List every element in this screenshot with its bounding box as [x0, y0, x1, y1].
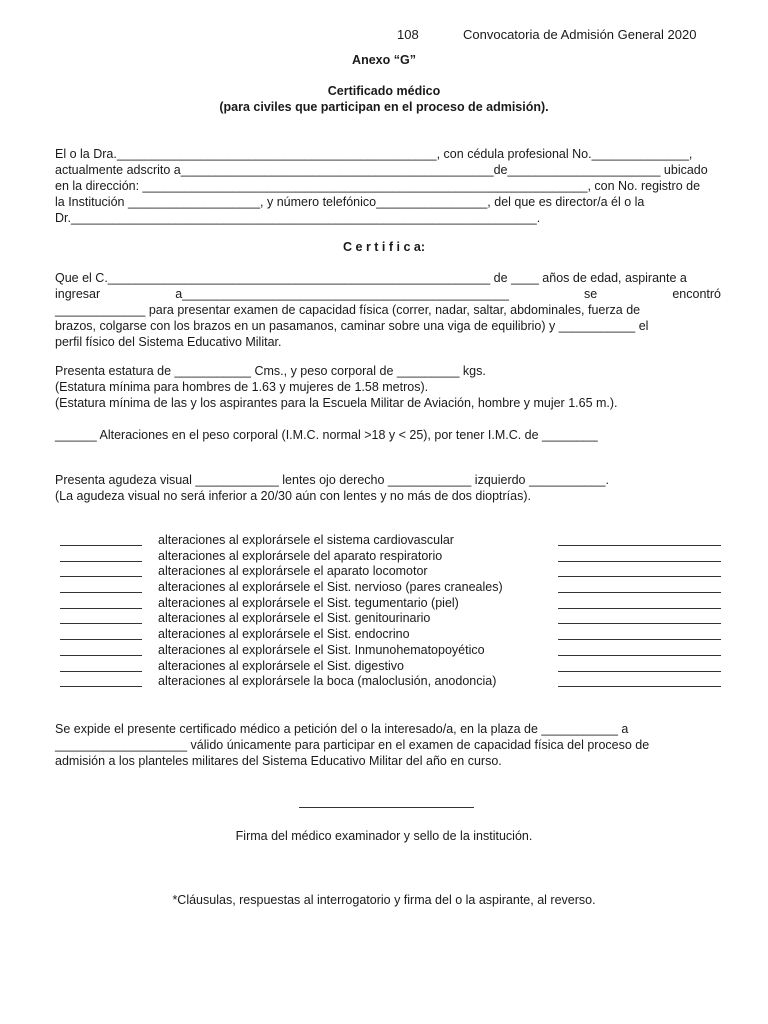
- blank-line: [558, 639, 721, 640]
- intro-line: Dr.___________________________________________________________________.: [55, 211, 541, 225]
- certificate-title: Certificado médico: [327, 84, 441, 98]
- vision-section: [55, 472, 721, 504]
- bmi-line: ______ Alteraciones en el peso corporal (I.M.C. normal >18 y < 25), por tener I.M.C. de ________: [55, 428, 598, 442]
- exam-row-label: alteraciones al explorársele el aparato locomotor: [158, 564, 428, 579]
- blank-line: [60, 608, 142, 609]
- blank-line: [558, 545, 721, 546]
- blank-line: [558, 623, 721, 624]
- blank-line: [558, 671, 721, 672]
- header-title: Convocatoria de Admisión General 2020: [463, 27, 697, 42]
- issuance-line: admisión a los planteles militares del Sistema Educativo Militar del año en curso.: [55, 754, 502, 768]
- blank-line: [558, 608, 721, 609]
- signature-line: [299, 807, 474, 808]
- page-number: 108: [397, 27, 419, 42]
- signature-label: Firma del médico examinador y sello de la institución.: [235, 829, 533, 843]
- exam-row-label: alteraciones al explorársele el Sist. tegumentario (piel): [158, 595, 459, 610]
- blank-line: [60, 639, 142, 640]
- blank-line: [60, 686, 142, 687]
- exam-row: [60, 580, 722, 596]
- certificate-subtitle: (para civiles que participan en el proceso de admisión).: [219, 100, 549, 114]
- exam-rows: [60, 533, 722, 690]
- exam-row-label: alteraciones al explorársele el Sist. Inmunohematopoyético: [158, 642, 485, 657]
- blank-line: [60, 545, 142, 546]
- issuance-line: ___________________ válido únicamente para participar en el examen de capacidad física del proceso de: [55, 738, 650, 752]
- certifica-heading: C e r t i f i c a:: [343, 240, 425, 254]
- exam-row-label: alteraciones al explorársele la boca (maloclusión, anodoncia): [158, 674, 497, 689]
- exam-row-label: alteraciones al explorársele el sistema cardiovascular: [158, 533, 454, 547]
- intro-line: El o la Dra.______________________________________________, con cédula profesional No.______________,: [55, 147, 693, 161]
- exam-row: [60, 611, 722, 627]
- exam-row-label: alteraciones al explorársele el Sist. genitourinario: [158, 611, 431, 626]
- blank-line: [60, 561, 142, 562]
- intro-paragraph: [55, 146, 721, 226]
- issuance-line: Se expide el presente certificado médico a petición del o la interesado/a, en la plaza de ___________ a: [55, 722, 629, 736]
- aspirant-line: Que el C._______________________________________________________ de ____ años de edad, aspirante a: [55, 271, 687, 285]
- exam-row: [60, 533, 722, 549]
- intro-line: la Institución ___________________, y número telefónico________________, del que es director/a él o la: [55, 195, 645, 209]
- aspirant-line: _____________ para presentar examen de capacidad física (correr, nadar, saltar, abdominales, fuerza de: [55, 303, 641, 317]
- height-note: (Estatura mínima para hombres de 1.63 y mujeres de 1.58 metros).: [55, 380, 429, 394]
- intro-line: en la dirección: ________________________________________________________________, con No. registro de: [55, 179, 701, 193]
- vision-note: (La agudeza visual no será inferior a 20/30 aún con lentes y no más de dos dioptrías).: [55, 489, 531, 503]
- exam-row-label: alteraciones al explorársele el Sist. nervioso (pares craneales): [158, 580, 503, 595]
- exam-row: [60, 627, 722, 643]
- exam-row: [60, 564, 722, 580]
- blank-line: [60, 671, 142, 672]
- exam-row-label: alteraciones al explorársele del aparato respiratorio: [158, 548, 443, 563]
- blank-line: [60, 592, 142, 593]
- exam-row: [60, 549, 722, 565]
- blank-line: [558, 561, 721, 562]
- height-weight-line: Presenta estatura de ___________ Cms., y peso corporal de _________ kgs.: [55, 364, 486, 378]
- issuance-paragraph: [55, 721, 721, 769]
- footnote: *Cláusulas, respuestas al interrogatorio y firma del o la aspirante, al reverso.: [172, 893, 596, 907]
- exam-row: [60, 596, 722, 612]
- vision-line: Presenta agudeza visual ____________ lentes ojo derecho ____________ izquierdo ___________.: [55, 473, 609, 487]
- exam-row-label: alteraciones al explorársele el Sist. digestivo: [158, 658, 404, 673]
- exam-row: [60, 659, 722, 675]
- blank-line: [558, 655, 721, 656]
- blank-line: [558, 686, 721, 687]
- blank-line: [60, 576, 142, 577]
- exam-row-label: alteraciones al explorársele el Sist. endocrino: [158, 627, 410, 642]
- aspirant-paragraph: [55, 270, 721, 350]
- annex-title: Anexo “G”: [352, 53, 416, 67]
- aspirant-line: perfil físico del Sistema Educativo Militar.: [55, 335, 282, 349]
- blank-line: [60, 655, 142, 656]
- intro-line: actualmente adscrito a_____________________________________________de______________________ ubicado: [55, 163, 708, 177]
- exam-row: [60, 674, 722, 690]
- aspirant-line: ingresar a_______________________________________________ se encontró: [55, 287, 721, 301]
- height-note-aviation: (Estatura mínima de las y los aspirantes para la Escuela Militar de Aviación, hombre y mujer 1.65 m.).: [55, 396, 618, 410]
- blank-line: [558, 576, 721, 577]
- blank-line: [60, 623, 142, 624]
- blank-line: [558, 592, 721, 593]
- height-weight-section: [55, 363, 721, 411]
- exam-row: [60, 643, 722, 659]
- aspirant-line: brazos, colgarse con los brazos en un pasamanos, caminar sobre una viga de equilibrio) y ___________ el: [55, 319, 649, 333]
